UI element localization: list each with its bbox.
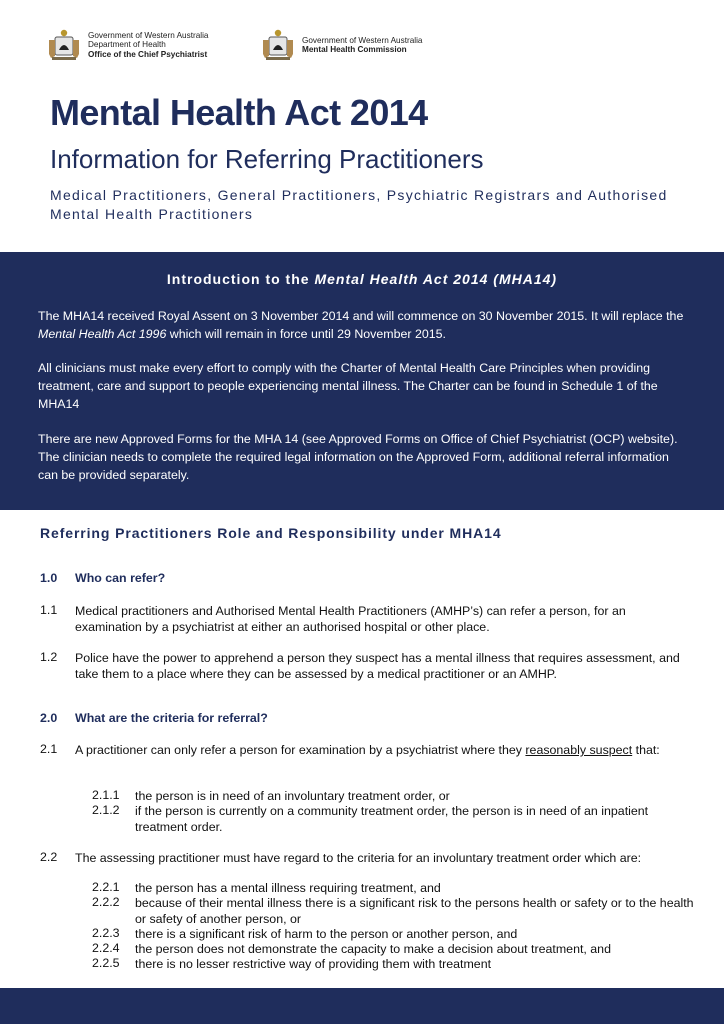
section-1-number: 1.0 xyxy=(40,571,58,585)
wa-crest-icon xyxy=(260,28,296,62)
section-1-title: Who can refer? xyxy=(75,571,166,585)
footer-band xyxy=(0,988,724,1024)
mhc-logo xyxy=(260,28,422,62)
item-2-2-text: The assessing practitioner must have regard to the criteria for an involuntary treatment order which are: xyxy=(75,851,642,865)
section-2-number: 2.0 xyxy=(40,711,58,725)
item-2-2-3-text: there is a significant risk of harm to the person or another person, and xyxy=(135,927,518,941)
section-2-title: What are the criteria for referral? xyxy=(75,711,268,725)
section-heading: Referring Practitioners Role and Responsibility under MHA14 xyxy=(40,525,502,541)
item-2-1-2-text: if the person is currently on a community treatment order, the person is in need of an inpatient treatment order. xyxy=(135,804,649,834)
item-2-2-5-number: 2.2.5 xyxy=(92,956,120,970)
logo1-line2: Department of Health xyxy=(88,40,166,50)
item-2-2-1-number: 2.2.1 xyxy=(92,880,120,894)
item-2-1-1-text: the person is in need of an involuntary treatment order, or xyxy=(135,789,450,803)
logo1-line1: Government of Western Australia xyxy=(88,30,209,40)
intro-paragraph-2: All clinicians must make every effort to comply with the Charter of Mental Health Care Principles when providing treatment, care and support to people experiencing mental illness. The Charter can be found in Schedule 1 of the MHA14 xyxy=(38,361,658,411)
item-2-1-2-number: 2.1.2 xyxy=(92,803,120,817)
intro-paragraph-3: There are new Approved Forms for the MHA 14 (see Approved Forms on Office of Chief Psychiatrist (OCP) website). The clinician needs to complete the required legal information on the Approved Form, additional referral information can be provided separately. xyxy=(38,432,678,482)
item-2-2-5-text: there is no lesser restrictive way of providing them with treatment xyxy=(135,957,492,971)
item-2-1-text: A practitioner can only refer a person for examination by a psychiatrist where they reasonably suspect that: xyxy=(75,743,660,757)
item-2-2-4-text: the person does not demonstrate the capacity to make a decision about treatment, and xyxy=(135,942,611,956)
item-2-2-1-text: the person has a mental illness requiring treatment, and xyxy=(135,881,441,895)
logo2-line2: Mental Health Commission xyxy=(302,45,407,54)
item-1-1-number: 1.1 xyxy=(40,603,58,617)
item-1-2-text: Police have the power to apprehend a person they suspect has a mental illness that requires assessment, and take them to a place where they can be assessed by a medical practitioner or an AMHP. xyxy=(75,651,680,681)
item-2-1-1-number: 2.1.1 xyxy=(92,788,120,802)
item-2-1-number: 2.1 xyxy=(40,742,58,756)
item-2-2-4-number: 2.2.4 xyxy=(92,941,120,955)
item-2-2-number: 2.2 xyxy=(40,850,58,864)
item-2-2-2-number: 2.2.2 xyxy=(92,895,120,909)
doh-logo xyxy=(46,28,208,62)
wa-crest-icon xyxy=(46,28,82,62)
logo1-line3: Office of the Chief Psychiatrist xyxy=(88,49,208,59)
logo2-line1: Government of Western Australia xyxy=(302,35,423,45)
page-subtitle: Information for Referring Practitioners xyxy=(50,144,484,174)
audience-line: Medical Practitioners, General Practitioners, Psychiatric Registrars and Authorised Mental Health Practitioners xyxy=(50,187,668,222)
item-1-1-text: Medical practitioners and Authorised Mental Health Practitioners (AMHP’s) can refer a person, for an examination by a psychiatrist at either an authorised hospital or other place. xyxy=(75,604,626,634)
item-2-2-3-number: 2.2.3 xyxy=(92,926,120,940)
intro-paragraph-1: The MHA14 received Royal Assent on 3 November 2014 and will commence on 30 November 2015. It will replace the Mental Health Act 1996 which will remain in force until 29 November 2015. xyxy=(38,309,684,341)
item-2-2-2-text: because of their mental illness there is a significant risk to the persons health or safety or to the health or safety of another person, or xyxy=(135,896,694,926)
item-1-2-number: 1.2 xyxy=(40,650,58,664)
intro-heading: Introduction to the Mental Health Act 2014 (MHA14) xyxy=(166,271,558,287)
intro-band xyxy=(0,252,724,510)
page-title: Mental Health Act 2014 xyxy=(50,92,428,133)
